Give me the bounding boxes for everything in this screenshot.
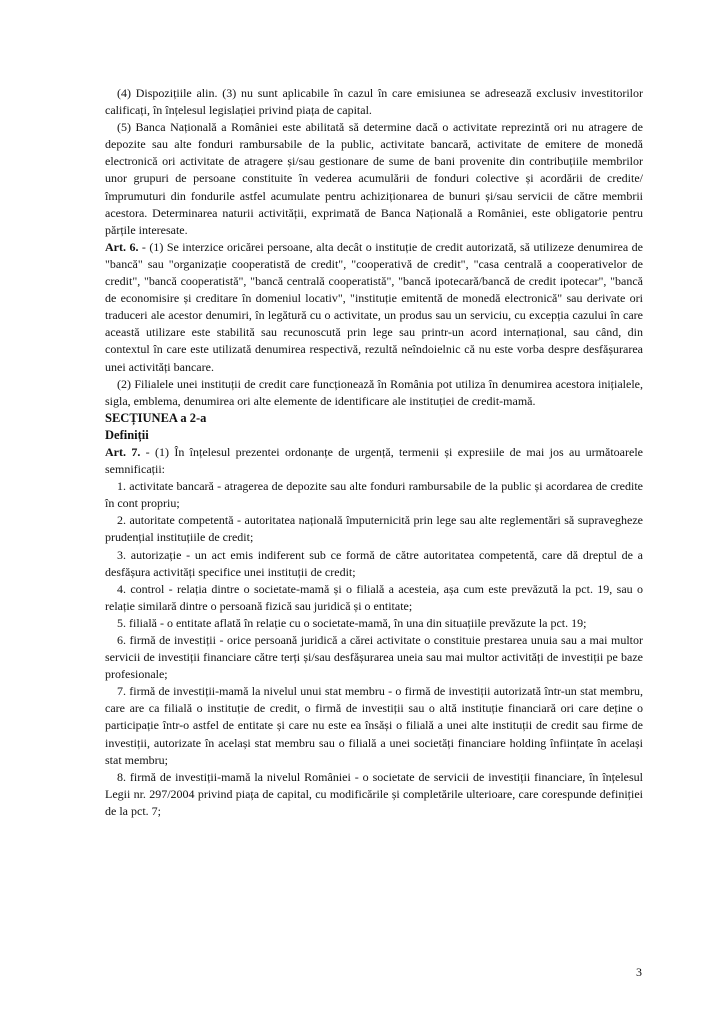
document-page bbox=[105, 85, 643, 820]
definition-4: 4. control - relația dintre o societate-mamă și o filială a acesteia, așa cum este prevăzută la pct. 19, sau o relație similară dintre o persoană fizică sau juridică și o entitate; bbox=[105, 581, 643, 613]
paragraph-5: (5) Banca Națională a României este abilitată să determine dacă o activitate reprezintă ori nu atragere de depozite sau alte fonduri rambursabile de la public, activitate bancară, activitate de emitere de monedă electronică ori activitate de atragere și/sau gestionare de sume de bani provenite din contribuțiile membrilor unor grupuri de persoane constituite în vederea acumulării de fonduri colective și acordării de credite/împrumuturi din fondurile astfel acumulate pentru achiziționarea de bunuri și/sau servicii de către membrii acestora. Determinarea naturii activității, exprimată de Banca Națională a României, este obligatorie pentru părțile interesate. bbox=[105, 120, 643, 237]
article-6-para-1 bbox=[105, 239, 643, 376]
article-6-text: - (1) Se interzice oricărei persoane, alta decât o instituție de credit autorizată, să utilizeze denumirea de "bancă" sau "organizație cooperatistă de credit", "cooperativă de credit", "casa centrală a cooperativelor de credit", "bancă cooperatistă", "bancă centrală cooperatistă", "bancă ipotecară/bancă de credit ipotecar", "bancă de economisire și creditare în domeniul locativ", "instituție emitentă de monedă electronică" sau derivate ori traduceri ale acestor denumiri, în legătură cu o activitate, un produs sau un serviciu, cu excepția cazului în care această utilizare este stabilită sau recunoscută prin lege sau printr-un acord internațional, sau când, din contextul în care este utilizată denumirea respectivă, rezultă neîndoielnic că nu este vorba despre desfășurarea unei activități bancare. bbox=[105, 239, 643, 374]
page-number: 3 bbox=[636, 965, 642, 979]
definition-3: 3. autorizație - un act emis indiferent sub ce formă de către autoritatea competentă, care dă dreptul de a desfășura activități specifice unei instituții de credit; bbox=[105, 547, 643, 579]
article-7-label: Art. 7. bbox=[105, 444, 141, 459]
article-6-label: Art. 6. bbox=[105, 239, 139, 254]
article-6-para-2: (2) Filialele unei instituții de credit care funcționează în România pot utiliza în denumirea acestora inițialele, sigla, emblema, denumirea ori alte elemente de identificare ale instituției de credit-mamă. bbox=[105, 376, 643, 408]
section-subtitle: Definiții bbox=[105, 427, 149, 442]
article-7-text: - (1) În înțelesul prezentei ordonanțe de urgență, termenii și expresiile de mai jos au următoarele semnificații: bbox=[105, 444, 643, 477]
definition-6: 6. firmă de investiții - orice persoană juridică a cărei activitate o constituie prestarea unuia sau a mai multor servicii de investiții financiare către terți și/sau desfășurarea uneia sau mai multor activități de investiții pe baze profesionale; bbox=[105, 633, 643, 682]
section-title: SECȚIUNEA a 2-a bbox=[105, 410, 207, 425]
paragraph-4: (4) Dispozițiile alin. (3) nu sunt aplicabile în cazul în care emisiunea se adresează exclusiv investitorilor calificați, în înțelesul legislației privind piața de capital. bbox=[105, 86, 643, 118]
definition-5: 5. filială - o entitate aflată în relație cu o societate-mamă, în una din situațiile prevăzute la pct. 19; bbox=[117, 615, 587, 630]
definition-2: 2. autoritate competentă - autoritatea națională împuternicită prin lege sau alte reglementări să supravegheze prudențial instituțiile de credit; bbox=[105, 513, 643, 545]
article-7-para-1 bbox=[105, 444, 643, 478]
definition-8: 8. firmă de investiții-mamă la nivelul României - o societate de servicii de investiții financiare, în înțelesul Legii nr. 297/2004 privind piața de capital, cu modificările și completările ulterioare, care corespunde definiției de la pct. 7; bbox=[105, 769, 643, 818]
definition-1: 1. activitate bancară - atragerea de depozite sau alte fonduri rambursabile de la public și acordarea de credite în cont propriu; bbox=[105, 479, 643, 511]
definition-7: 7. firmă de investiții-mamă la nivelul unui stat membru - o firmă de investiții autorizată într-un stat membru, care are ca filială o instituție de credit, o firmă de investiții sau o altă instituție financiară ori care deține o participație într-o astfel de entitate și care nu este ea însăși o filială a unei alte instituții de credit sau firme de investiții, autorizate în același stat membru sau o filială a unei societăți financiare holding înființate în același stat membru; bbox=[105, 684, 643, 767]
